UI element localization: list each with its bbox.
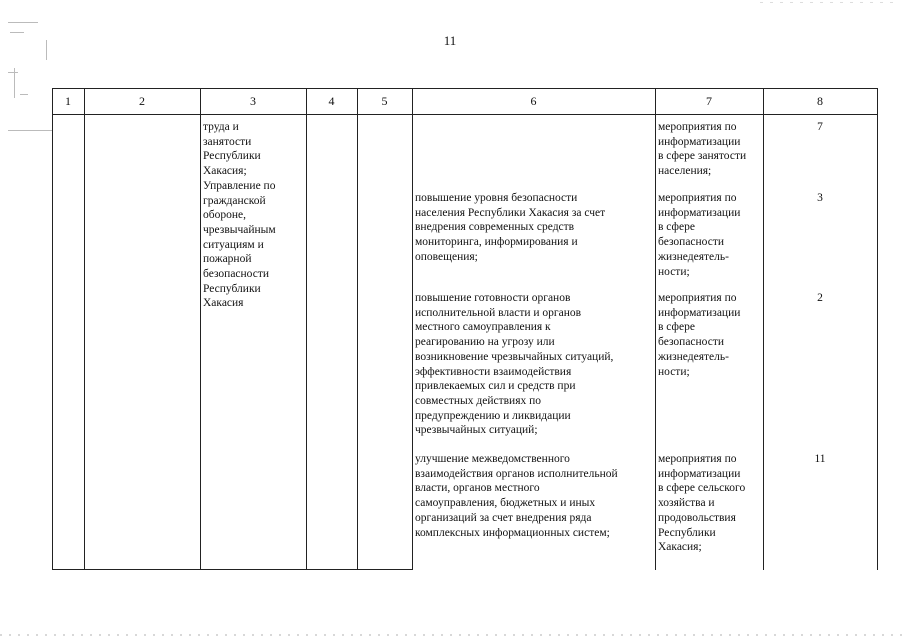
header-col-7: 7 (706, 94, 712, 108)
plan-table (52, 88, 878, 570)
row-4-count: 11 (814, 453, 826, 465)
row-2-activity: мероприятия по информатизации в сфере безопасности жизнедеятель- ности; (658, 192, 741, 278)
row-3-count: 2 (817, 292, 823, 304)
binding-margin-marks (8, 22, 52, 134)
header-col-4: 4 (328, 94, 335, 108)
header-col-5: 5 (381, 94, 388, 108)
row-4-activity: мероприятия по информатизации в сфере сельского хозяйства и продовольствия Республики Хакасия; (658, 453, 746, 554)
row-4-goal: улучшение межведомственного взаимодействия органов исполнительной власти, органов местного самоуправления, бюджетных и иных организаций за счет внедрения ряда комплексных информационных систем; (415, 453, 618, 539)
header-col-6: 6 (530, 94, 537, 108)
page-number: 11 (443, 33, 457, 48)
scan-noise-top (760, 2, 900, 3)
responsible-organizations: труда и занятости Республики Хакасия; Управление по гражданской обороне, чрезвычайным ситуациям и пожарной безопасности Республики Хакасия (203, 121, 276, 310)
scan-noise-bottom (0, 634, 905, 636)
row-3-activity: мероприятия по информатизации в сфере безопасности жизнедеятель- ности; (658, 292, 741, 378)
row-2-count: 3 (817, 192, 823, 204)
header-col-8: 8 (817, 94, 823, 108)
row-3-goal: повышение готовности органов исполнительной власти и органов местного самоуправления к реагированию на угрозу или возникновение чрезвычайных ситуаций, эффективности взаимодействия привлекаемых сил и средств при совместных действиях по предупреждению и ликвидации чрезвычайных ситуаций; (415, 292, 614, 437)
row-2-goal: повышение уровня безопасности населения Республики Хакасия за счет внедрения современных средств мониторинга, информирования и оповещения; (415, 192, 606, 263)
row-1-count: 7 (817, 121, 823, 133)
header-col-2: 2 (139, 94, 145, 108)
header-col-1: 1 (65, 94, 71, 108)
row-1-activity: мероприятия по информатизации в сфере занятости населения; (658, 121, 747, 178)
header-col-3: 3 (250, 94, 256, 108)
